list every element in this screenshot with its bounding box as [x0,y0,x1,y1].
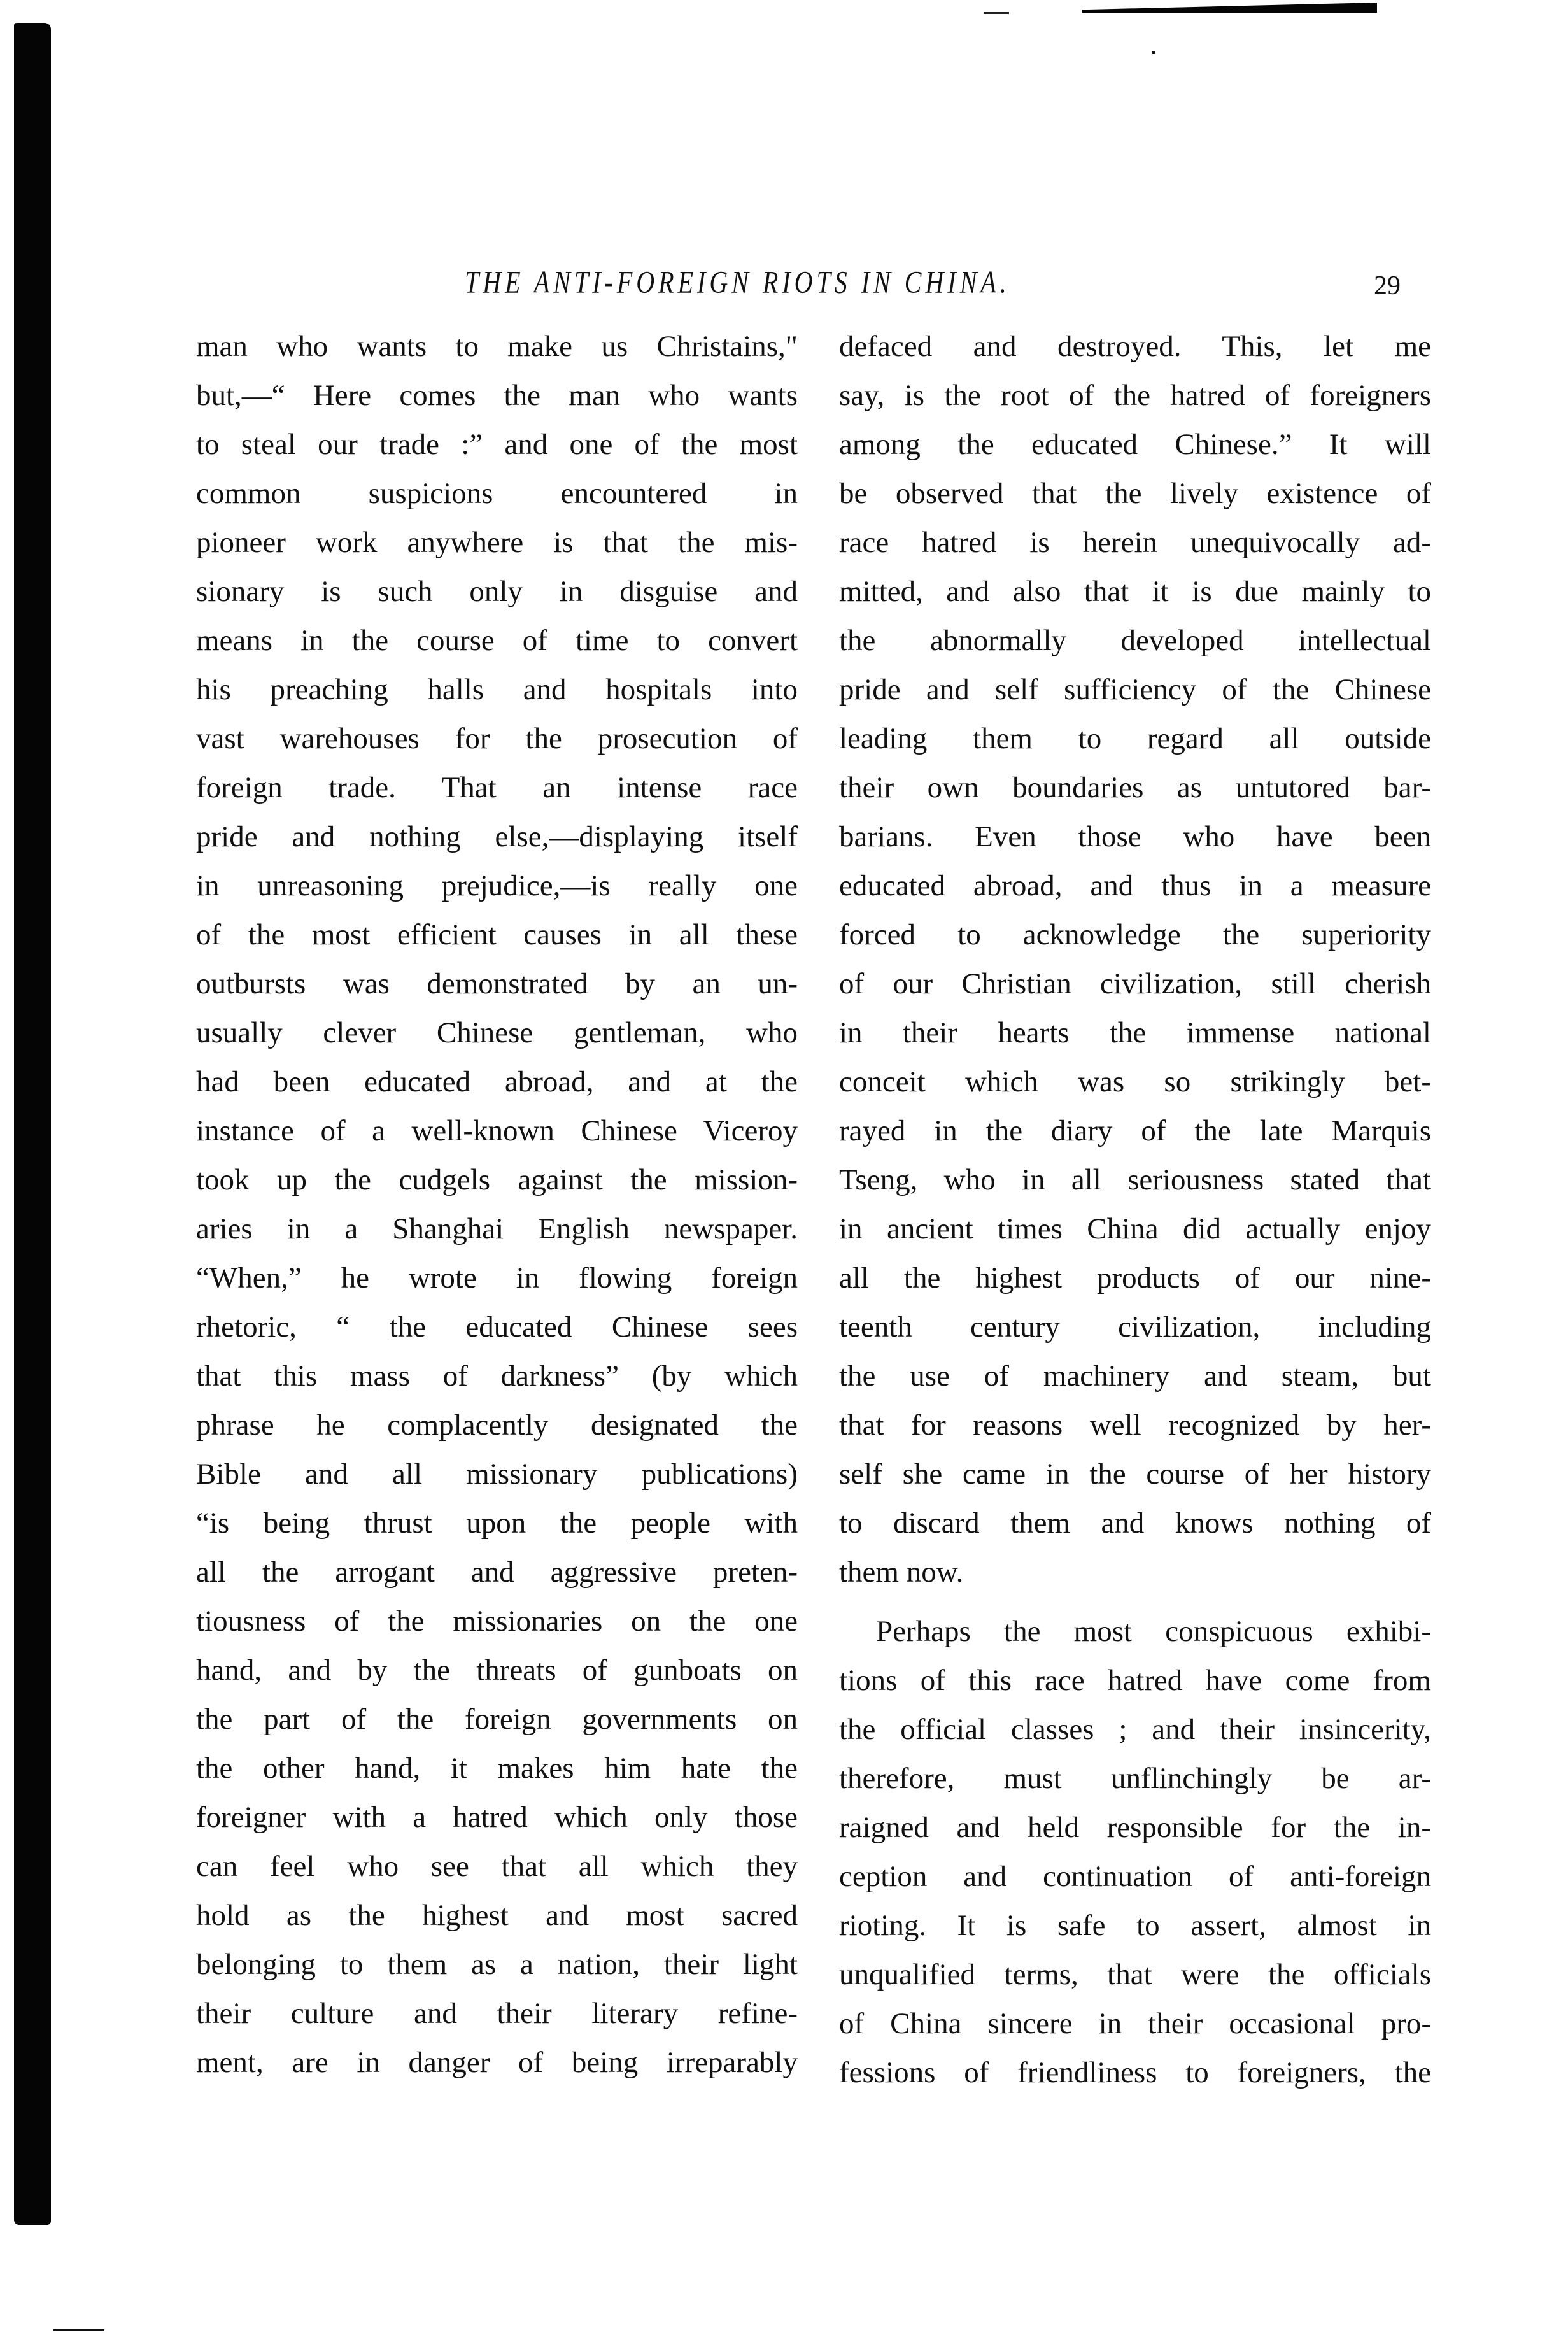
text-line: hold as the highest and most sacred [196,1899,798,1932]
right-column [839,322,1431,2097]
text-line: belonging to them as a nation, their light [196,1948,798,1981]
page-number: 29 [1374,271,1401,301]
text-line: to discard them and knows nothing of [839,1507,1431,1540]
text-line: leading them to regard all outside [839,722,1431,755]
text-line: his preaching halls and hospitals into [196,673,798,706]
text-line: the abnormally developed intellectual [839,624,1431,657]
text-line: had been educated abroad, and at the [196,1065,798,1098]
text-line: say, is the root of the hatred of foreigners [839,379,1431,412]
text-line: mitted, and also that it is due mainly to [839,575,1431,608]
text-line: be observed that the lively existence of [839,477,1431,510]
text-line: therefore, must unflinchingly be ar- [839,1762,1431,1795]
text-line: teenth century civilization, including [839,1310,1431,1344]
book-binding-edge [14,23,51,2225]
text-line: raigned and held responsible for the in- [839,1811,1431,1844]
text-line: vast warehouses for the prosecution of [196,722,798,755]
text-line: rayed in the diary of the late Marquis [839,1114,1431,1147]
text-line: that for reasons well recognized by her- [839,1409,1431,1442]
text-line: tiousness of the missionaries on the one [196,1605,798,1638]
text-line: their culture and their literary refine- [196,1997,798,2030]
text-line: them now. [839,1556,964,1589]
text-line: rhetoric, “ the educated Chinese sees [196,1310,798,1344]
text-line: Bible and all missionary publications) [196,1458,798,1491]
text-line: pride and nothing else,—displaying itself [196,820,798,853]
text-line: phrase he complacently designated the [196,1409,798,1442]
text-line: rioting. It is safe to assert, almost in [839,1909,1431,1942]
text-line: tions of this race hatred have come from [839,1664,1431,1697]
text-line: barians. Even those who have been [839,820,1431,853]
text-line: aries in a Shanghai English newspaper. [196,1212,798,1246]
text-line: but,—“ Here comes the man who wants [196,379,798,412]
text-line: usually clever Chinese gentleman, who [196,1016,798,1049]
text-line: foreigner with a hatred which only those [196,1801,798,1834]
text-line: in their hearts the immense national [839,1016,1431,1049]
text-line: fessions of friendliness to foreigners, the [839,2056,1431,2089]
text-line: pride and self sufficiency of the Chinese [839,673,1431,706]
running-head-title: THE ANTI-FOREIGN RIOTS IN CHINA. [465,264,1010,300]
binding-foot-rule [53,2329,104,2331]
text-line: took up the cudgels against the mission- [196,1163,798,1196]
text-line: man who wants to make us Christains," [196,330,798,363]
text-line: sionary is such only in disguise and [196,575,798,608]
text-line: “is being thrust upon the people with [196,1507,798,1540]
text-line: can feel who see that all which they [196,1850,798,1883]
text-line: educated abroad, and thus in a measure [839,869,1431,902]
text-line: means in the course of time to convert [196,624,798,657]
text-line: unqualified terms, that were the officials [839,1958,1431,1991]
text-line: “When,” he wrote in flowing foreign [196,1261,798,1295]
text-line: of the most efficient causes in all these [196,918,798,951]
text-line: of China sincere in their occasional pro- [839,2007,1431,2040]
text-line: to steal our trade :” and one of the most [196,428,798,461]
text-line: ception and continuation of anti-foreign [839,1860,1431,1893]
text-line: self she came in the course of her history [839,1458,1431,1491]
text-line: ment, are in danger of being irreparably [196,2046,798,2079]
scan-speck [1152,51,1155,54]
text-line: among the educated Chinese.” It will [839,428,1431,461]
top-rule-dash [984,12,1009,14]
text-line: outbursts was demonstrated by an un- [196,967,798,1000]
paragraph-1 [839,322,1431,1597]
text-line: of our Christian civilization, still cherish [839,967,1431,1000]
text-line: in ancient times China did actually enjoy [839,1212,1431,1246]
text-line: all the arrogant and aggressive preten- [196,1556,798,1589]
text-line: their own boundaries as untutored bar- [839,771,1431,804]
text-line: Tseng, who in all seriousness stated that [839,1163,1431,1196]
text-line: that this mass of darkness” (by which [196,1359,798,1393]
text-line: all the highest products of our nine- [839,1261,1431,1295]
running-header [465,264,1458,309]
text-line: race hatred is herein unequivocally ad- [839,526,1431,559]
top-decorative-rule [1082,3,1377,13]
left-column [196,322,798,2087]
text-line: in unreasoning prejudice,—is really one [196,869,798,902]
text-line: the official classes ; and their insincerity, [839,1713,1431,1746]
text-line: Perhaps the most conspicuous exhibi- [876,1615,1431,1648]
text-line: the other hand, it makes him hate the [196,1752,798,1785]
text-line: conceit which was so strikingly bet- [839,1065,1431,1098]
text-line: instance of a well-known Chinese Viceroy [196,1114,798,1147]
text-line: common suspicions encountered in [196,477,798,510]
text-line: the part of the foreign governments on [196,1703,798,1736]
text-line: pioneer work anywhere is that the mis- [196,526,798,559]
text-line: foreign trade. That an intense race [196,771,798,804]
text-line: the use of machinery and steam, but [839,1359,1431,1393]
paragraph-gap [839,1597,1431,1607]
paragraph-2 [839,1607,1431,2097]
text-line: forced to acknowledge the superiority [839,918,1431,951]
text-line: hand, and by the threats of gunboats on [196,1654,798,1687]
text-line: defaced and destroyed. This, let me [839,330,1431,363]
